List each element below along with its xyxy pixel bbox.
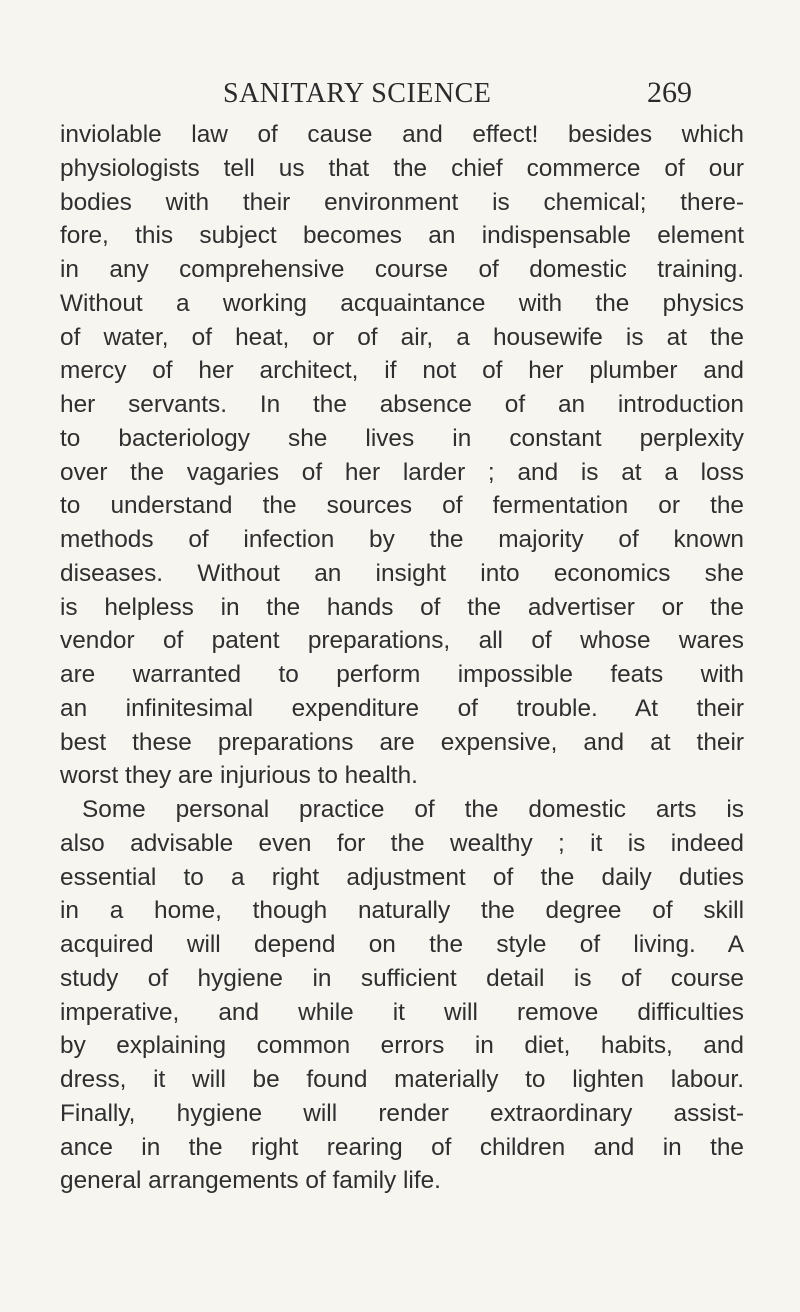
text-line: mercy of her architect, if not of her plumber and	[60, 357, 744, 385]
page-number: 269	[647, 76, 692, 109]
running-title: SANITARY SCIENCE	[223, 78, 492, 109]
paragraph-1	[60, 118, 744, 793]
text-line: her servants. In the absence of an introduction	[60, 391, 744, 418]
body-text	[60, 118, 744, 1198]
text-line: by explaining common errors in diet, habits, and	[60, 1032, 744, 1060]
text-line: best these preparations are expensive, and at their	[60, 728, 744, 756]
text-line: vendor of patent preparations, all of whose wares	[60, 627, 744, 655]
text-line: also advisable even for the wealthy ; it is indeed	[60, 829, 744, 857]
text-line: Without a working acquaintance with the physics	[60, 289, 744, 317]
text-line: essential to a right adjustment of the daily duties	[60, 863, 744, 891]
text-line: to understand the sources of fermentation or the	[60, 492, 744, 520]
text-line: inviolable law of cause and effect! besides which	[60, 121, 744, 148]
text-line: ance in the right rearing of children and in the	[60, 1133, 744, 1161]
text-line: of water, of heat, or of air, a housewife is at the	[60, 323, 744, 351]
text-line: Finally, hygiene will render extraordinary assist-	[60, 1099, 744, 1127]
text-line: methods of infection by the majority of known	[60, 526, 744, 553]
text-line: is helpless in the hands of the advertiser or the	[60, 593, 744, 621]
text-line: study of hygiene in sufficient detail is of course	[60, 964, 744, 992]
text-line: Some personal practice of the domestic arts is	[82, 796, 744, 823]
text-line: physiologists tell us that the chief commerce of our	[60, 154, 744, 182]
text-line: in any comprehensive course of domestic training.	[60, 256, 744, 283]
text-line: an infinitesimal expenditure of trouble. At their	[60, 694, 744, 722]
text-line: worst they are injurious to health.	[60, 762, 418, 790]
text-line: general arrangements of family life.	[60, 1167, 441, 1195]
text-line: imperative, and while it will remove difficulties	[60, 998, 744, 1026]
text-line: to bacteriology she lives in constant perplexity	[60, 424, 744, 452]
text-line: dress, it will be found materially to lighten labour.	[60, 1066, 744, 1093]
text-line: fore, this subject becomes an indispensable element	[60, 222, 744, 250]
text-line: bodies with their environment is chemical; there-	[60, 188, 744, 216]
text-line: are warranted to perform impossible feats with	[60, 661, 744, 688]
text-line: in a home, though naturally the degree of skill	[60, 897, 744, 925]
paragraph-2	[60, 793, 744, 1198]
text-line: diseases. Without an insight into economics she	[60, 559, 744, 587]
text-line: over the vagaries of her larder ; and is at a loss	[60, 458, 744, 486]
text-line: acquired will depend on the style of living. A	[60, 931, 744, 958]
